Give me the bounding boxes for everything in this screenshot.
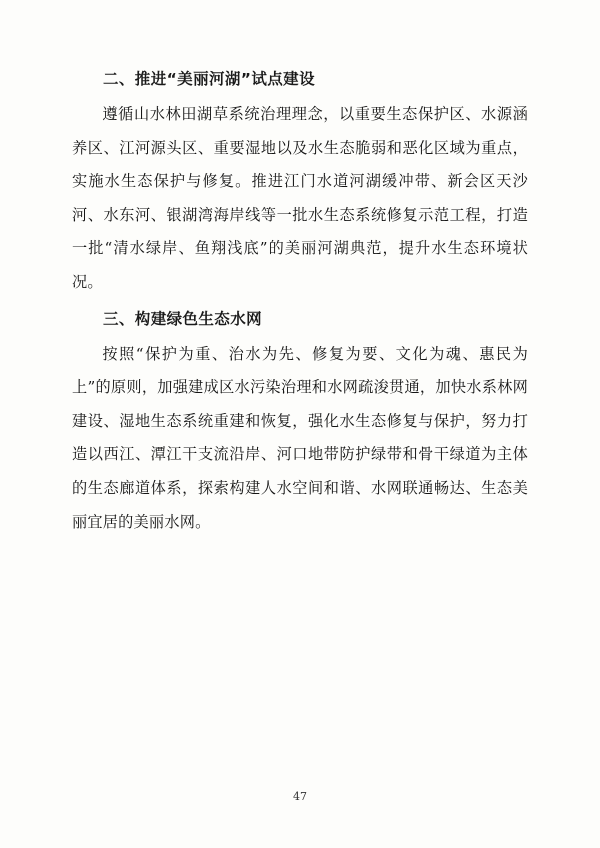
section-paragraph-three: 按照“保护为重、治水为先、修复为要、文化为魂、惠民为上”的原则，加强建成区水污染治理和水网疏浚贯通，加快水系林网建设、湿地生态系统重建和恢复，强化水生态修复与保护，努力打造以西江、潭江干支流沿岸、河口地带防护绿带和骨干绿道为主体的生态廊道体系，探索构建人水空间和谐、水网联通畅达、生态美丽宜居的美丽水网。 [72, 344, 528, 531]
section-heading-three: 三、构建绿色生态水网 [103, 309, 263, 328]
page-content [72, 62, 528, 539]
section-paragraph-two: 遵循山水林田湖草系统治理理念，以重要生态保护区、水源涵养区、江河源头区、重要湿地以及水生态脆弱和恶化区域为重点，实施水生态保护与修复。推进江门水道河湖缓冲带、新会区天沙河、水东河、银湖湾海岸线等一批水生态系统修复示范工程，打造一批“清水绿岸、鱼翔浅底”的美丽河湖典范，提升水生态环境状况。 [72, 105, 528, 291]
page-number: 47 [293, 790, 307, 803]
section-heading-two: 二、推进“美丽河湖”试点建设 [103, 70, 315, 88]
